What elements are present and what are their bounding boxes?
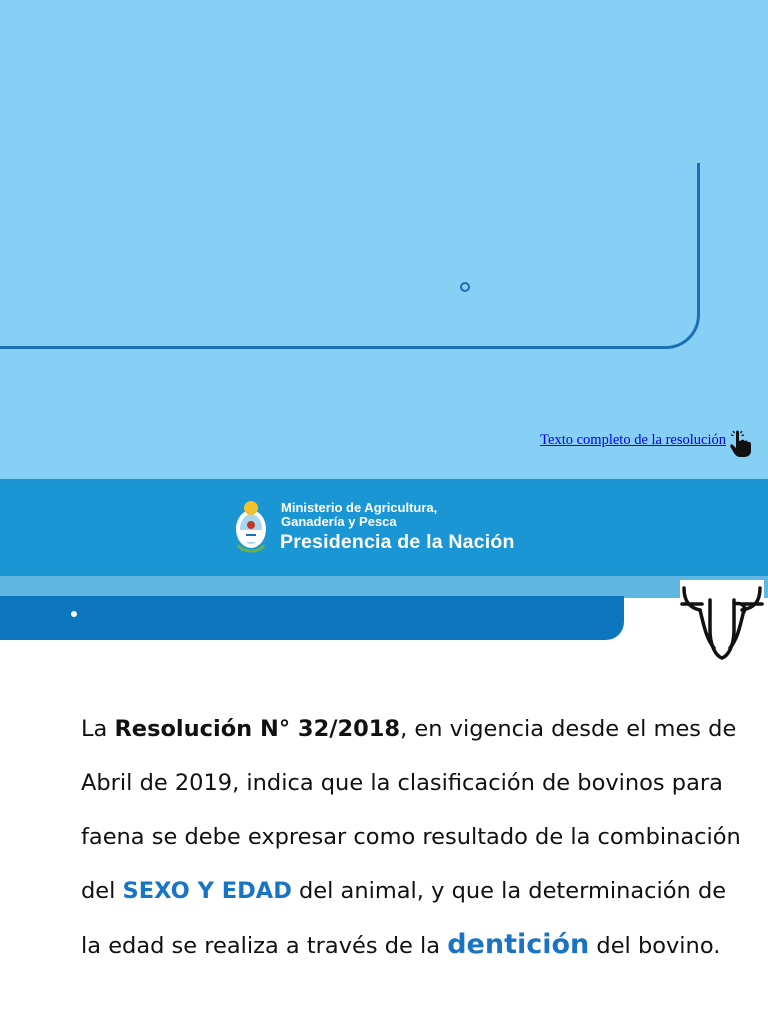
text-segment: del animal, y que la determinación de la edad se realiza a través de la	[81, 878, 727, 959]
dentition-highlight: dentición	[447, 929, 590, 960]
text-segment: La	[81, 716, 115, 742]
ministry-line-2: Ganadería y Pesca	[281, 514, 397, 529]
top-panel	[0, 0, 768, 479]
presidency-title: Presidencia de la Nación	[280, 531, 515, 553]
coat-of-arms-icon	[232, 497, 270, 555]
small-circle	[460, 282, 470, 292]
light-strip	[0, 576, 768, 598]
ministry-name	[281, 501, 437, 529]
bull-head-logo	[680, 580, 764, 662]
sex-and-age-highlight: SEXO Y EDAD	[122, 878, 292, 904]
full-resolution-link[interactable]: Texto completo de la resolución	[540, 432, 726, 448]
resolution-paragraph	[81, 702, 741, 973]
text-segment: , en vigencia desde el mes de Abril de 2019, indica que la clasificación de bovinos para faena se debe expresar como resultado de la combinación del	[81, 716, 741, 904]
hand-pointer-icon[interactable]	[728, 428, 754, 458]
ministry-banner	[0, 479, 768, 576]
bullet-dot	[71, 611, 77, 617]
ministry-line-1: Ministerio de Agricultura,	[281, 500, 438, 515]
resolution-number: Resolución N° 32/2018	[114, 716, 401, 742]
section-bar	[0, 596, 624, 640]
frame-line	[0, 163, 700, 349]
text-segment: del bovino.	[589, 933, 721, 959]
